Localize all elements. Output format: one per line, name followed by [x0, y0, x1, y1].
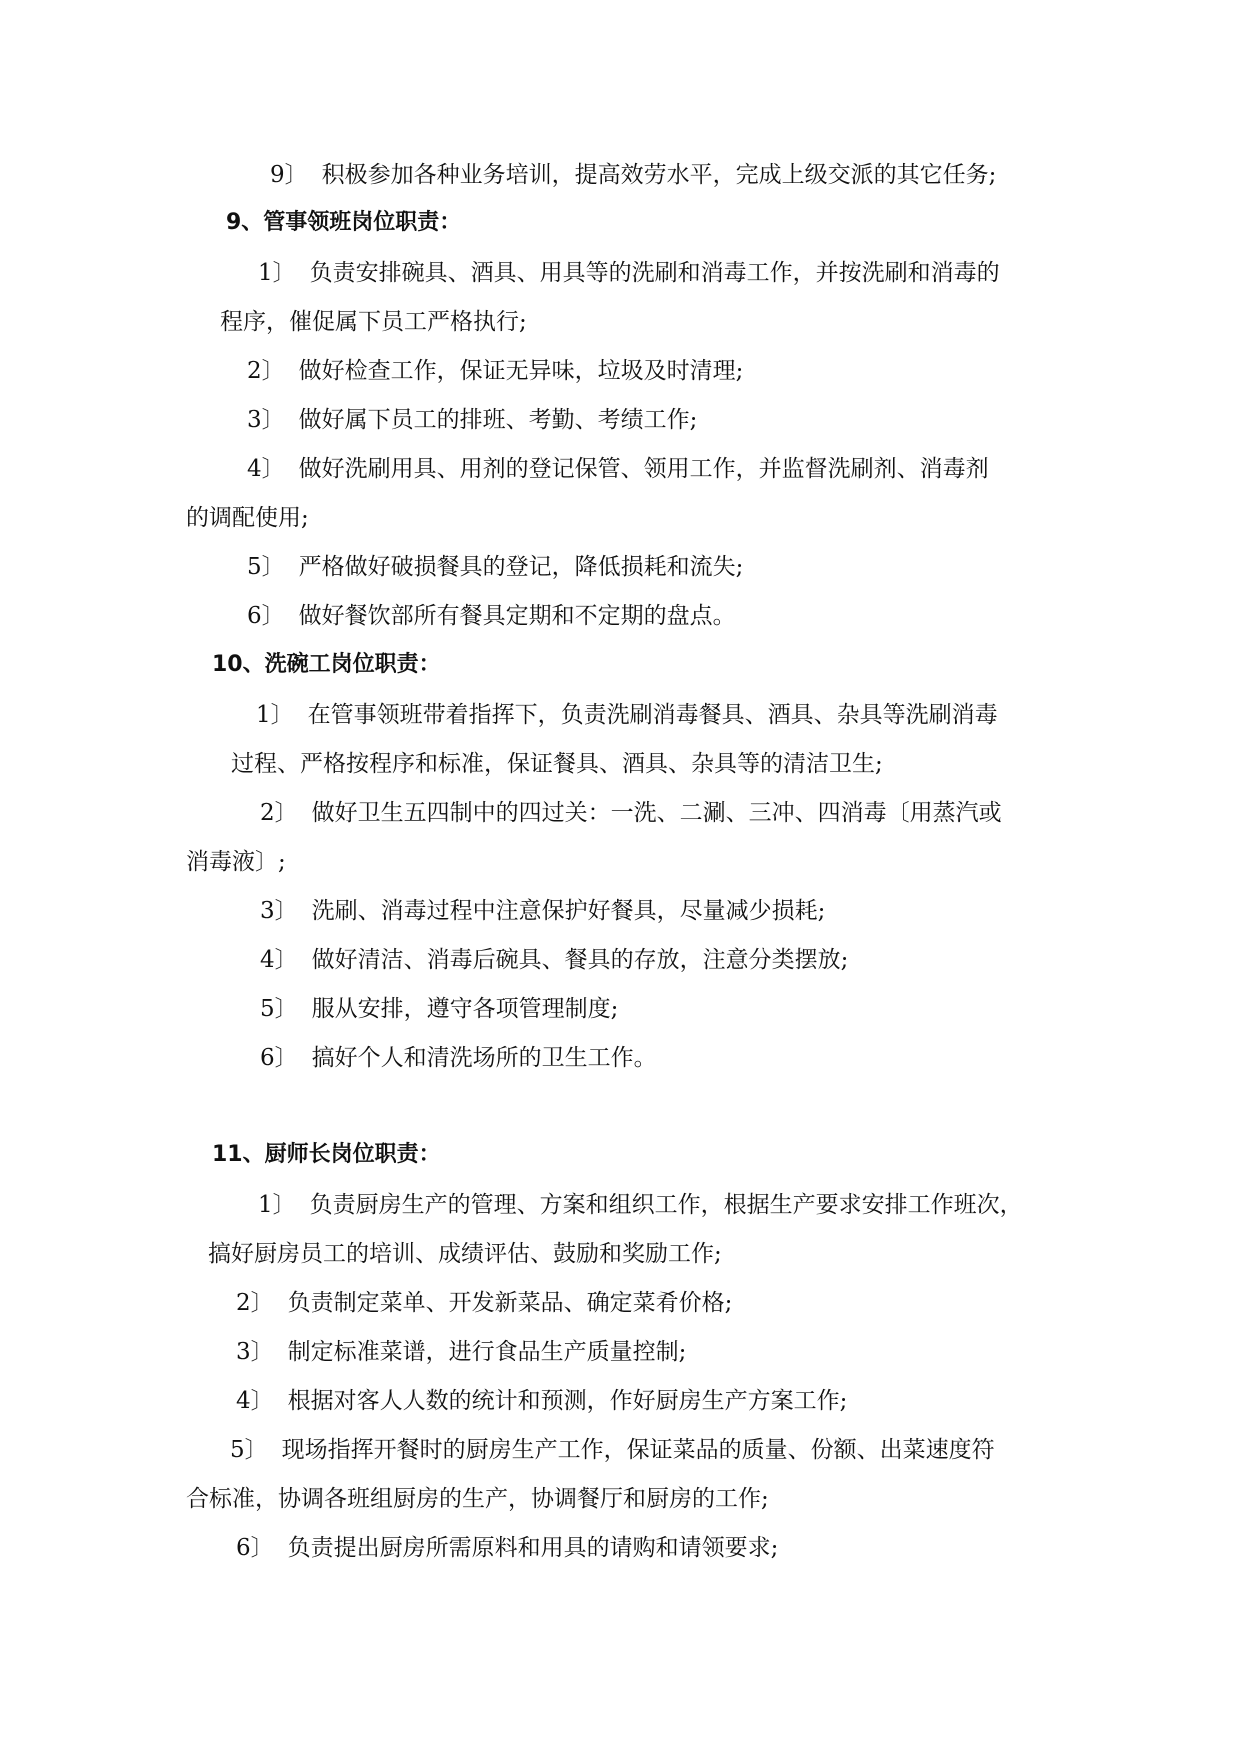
section-heading: 9、管事领班岗位职责： — [226, 210, 462, 235]
list-item: 3〕 做好属下员工的排班、考勤、考绩工作; — [247, 407, 698, 433]
list-item: 1〕 在管事领班带着指挥下，负责洗刷消毒餐具、酒具、杂具等洗刷消毒 — [256, 702, 998, 728]
list-item-continuation: 过程、严格按程序和标准，保证餐具、酒具、杂具等的清洁卫生; — [231, 751, 883, 777]
list-item: 1〕 负责安排碗具、酒具、用具等的洗刷和消毒工作，并按洗刷和消毒的 — [258, 260, 1000, 286]
list-item: 6〕 负责提出厨房所需原料和用具的请购和请领要求; — [236, 1535, 779, 1561]
list-item: 4〕 做好洗刷用具、用剂的登记保管、领用工作，并监督洗刷剂、消毒剂 — [247, 456, 989, 482]
list-item-continuation: 的调配使用; — [186, 505, 309, 531]
list-item: 3〕 制定标准菜谱，进行食品生产质量控制; — [236, 1339, 687, 1365]
list-item: 6〕 做好餐饮部所有餐具定期和不定期的盘点。 — [247, 603, 736, 629]
list-item: 2〕 做好卫生五四制中的四过关：一洗、二涮、三冲、四消毒〔用蒸汽或 — [260, 800, 1002, 826]
list-item: 5〕 严格做好破损餐具的登记，降低损耗和流失; — [247, 554, 744, 580]
list-item-continuation: 合标准，协调各班组厨房的生产，协调餐厅和厨房的工作; — [186, 1486, 769, 1512]
list-item-continuation: 程序，催促属下员工严格执行; — [220, 309, 527, 335]
list-item: 2〕 负责制定菜单、开发新菜品、确定菜肴价格; — [236, 1290, 733, 1316]
list-item: 1〕 负责厨房生产的管理、方案和组织工作，根据生产要求安排工作班次， — [258, 1192, 1023, 1218]
list-item: 4〕 根据对客人人数的统计和预测，作好厨房生产方案工作; — [236, 1388, 848, 1414]
list-item: 2〕 做好检查工作，保证无异味，垃圾及时清理; — [247, 358, 744, 384]
list-item: 5〕 服从安排，遵守各项管理制度; — [260, 996, 619, 1022]
list-item: 3〕 洗刷、消毒过程中注意保护好餐具，尽量减少损耗; — [260, 898, 826, 924]
section-heading: 10、洗碗工岗位职责： — [212, 652, 441, 677]
list-item-continuation: 搞好厨房员工的培训、成绩评估、鼓励和奖励工作; — [208, 1241, 722, 1267]
section-heading: 11、厨师长岗位职责： — [212, 1142, 441, 1167]
list-item: 6〕 搞好个人和清洗场所的卫生工作。 — [260, 1045, 657, 1071]
list-item: 9〕 积极参加各种业务培训，提高效劳水平，完成上级交派的其它任务; — [270, 162, 997, 188]
list-item: 4〕 做好清洁、消毒后碗具、餐具的存放，注意分类摆放; — [260, 947, 849, 973]
list-item: 5〕 现场指挥开餐时的厨房生产工作，保证菜品的质量、份额、出菜速度符 — [230, 1437, 995, 1463]
list-item-continuation: 消毒液〕; — [186, 849, 286, 875]
